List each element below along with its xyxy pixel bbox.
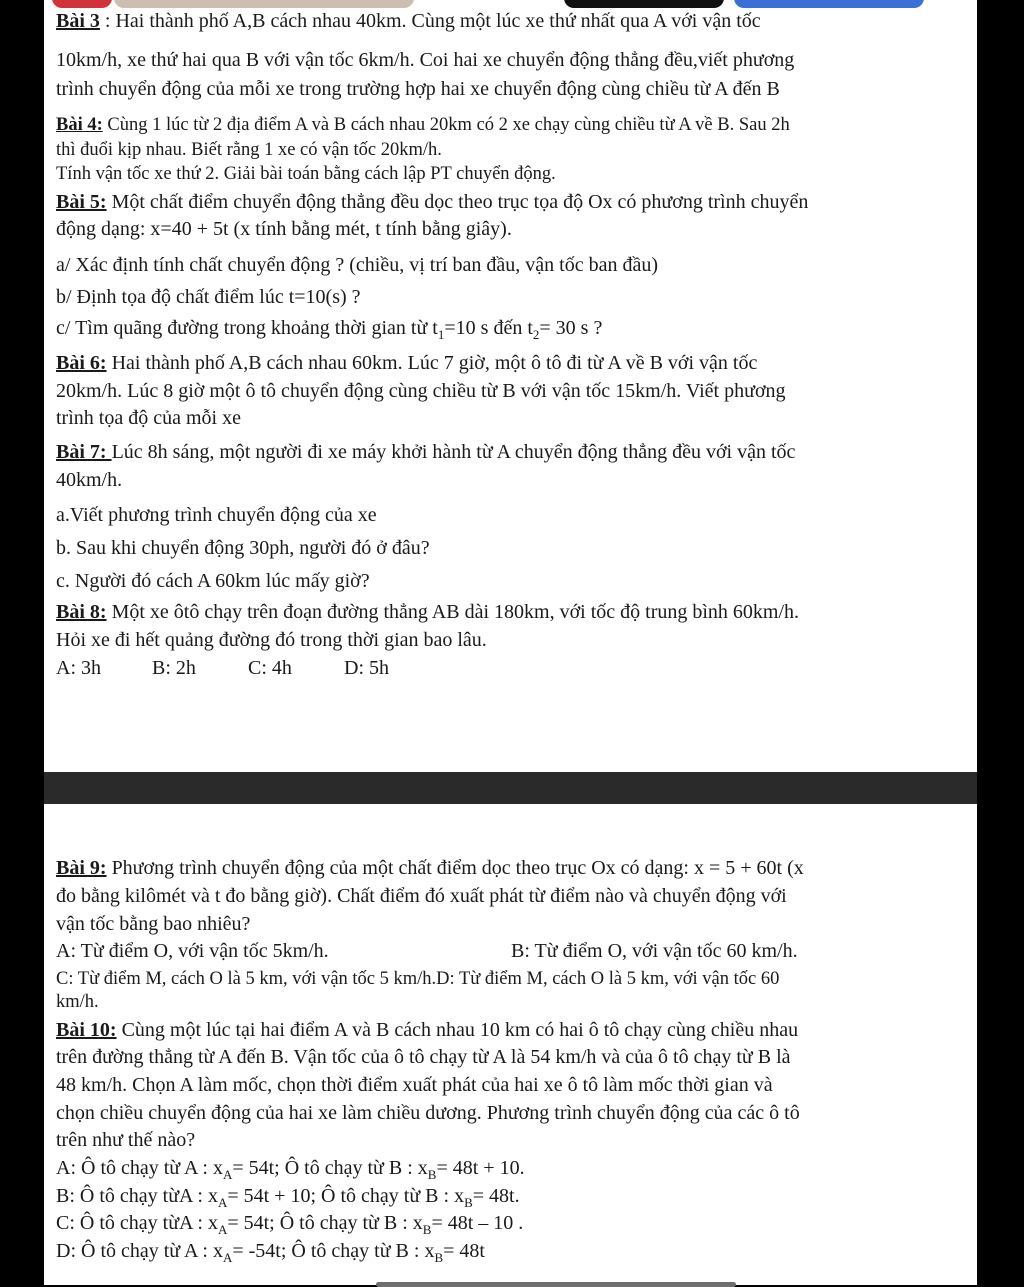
document-page-2: [44, 804, 977, 1285]
bai6-line-3: trình tọa độ của mỗi xe: [56, 407, 241, 429]
bai5-c-mid: =10 s đến t: [444, 317, 533, 339]
bai9-options-cd: C: Từ điểm M, cách O là 5 km, với vận tốc 5 km/h.D: Từ điểm M, cách O là 5 km, với vận tốc 60: [56, 969, 780, 989]
bai8-option-b: B: 2h: [152, 657, 196, 679]
bai9-text: Phương trình chuyển động của một chất điểm dọc theo trục Ox có dạng: x = 5 + 60t (x: [106, 857, 804, 879]
opt-a-text-2: = 54t; Ô tô chạy từ B : x: [232, 1157, 428, 1179]
bai9-label: Bài 9:: [56, 857, 107, 879]
bai10-line-2: trên đường thẳng từ A đến B. Vận tốc của ô tô chạy từ A là 54 km/h và của ô tô chạy từ B là: [56, 1046, 791, 1068]
opt-a-sub-1: A: [222, 1167, 233, 1182]
bai7-a: a.Viết phương trình chuyển động của xe: [56, 504, 377, 526]
bai5-text: Một chất điểm chuyển động thẳng đều dọc theo trục tọa độ Ox có phương trình chuyển: [106, 191, 809, 213]
bai10-line-3: 48 km/h. Chọn A làm mốc, chọn thời điểm xuất phát của hai xe ô tô làm mốc thời gian và: [56, 1074, 773, 1096]
bai10-line-4: chọn chiều chuyển động của hai xe làm chiều dương. Phương trình chuyển động của các ô tô: [56, 1102, 800, 1124]
bai3-line-1: [56, 9, 967, 33]
overlay-blue-blob: [734, 0, 924, 8]
bai4-line-1: [56, 113, 967, 137]
opt-b-text-2: = 54t + 10; Ô tô chạy từ B : x: [227, 1185, 465, 1207]
bai3-line-2: 10km/h, xe thứ hai qua B với vận tốc 6km/h. Coi hai xe chuyển động thẳng đều,viết phương: [56, 49, 795, 71]
bai6-line-2: 20km/h. Lúc 8 giờ một ô tô chuyển động cùng chiều từ B với vận tốc 15km/h. Viết phương: [56, 380, 786, 402]
bai5-c-sub2: 2: [532, 327, 540, 342]
bai10-line-1: [56, 1018, 967, 1042]
opt-d-sub-2: B: [434, 1250, 444, 1265]
opt-a-sub-2: B: [427, 1167, 437, 1182]
bai4-line-2: thì đuổi kịp nhau. Biết rằng 1 xe có vận tốc 20km/h.: [56, 140, 442, 160]
bai8-option-d: D: 5h: [344, 657, 389, 679]
bai8-line-2: Hỏi xe đi hết quảng đường đó trong thời gian bao lâu.: [56, 629, 487, 651]
header-fragment: [44, 0, 977, 8]
opt-c-text-1: C: Ô tô chạy từA : x: [56, 1212, 218, 1234]
opt-b-text-1: B: Ô tô chạy từA : x: [56, 1185, 218, 1207]
bai5-label: Bài 5:: [56, 191, 107, 213]
bai6-line-1: [56, 351, 967, 375]
bai9-line-2: đo bằng kilômét và t đo bằng giờ). Chất điểm đó xuất phát từ điểm nào và chuyển động với: [56, 885, 787, 907]
bai7-label: Bài 7:: [56, 441, 112, 463]
bai9-option-b: B: Từ điểm O, với vận tốc 60 km/h.: [511, 940, 798, 962]
bai4-text: Cùng 1 lúc từ 2 địa điểm A và B cách nhau 20km có 2 xe chạy cùng chiều từ A về B. Sau 2h: [102, 115, 790, 135]
bai8-option-c: C: 4h: [248, 657, 292, 679]
bai7-text: Lúc 8h sáng, một người đi xe máy khởi hành từ A chuyển động thẳng đều với vận tốc: [111, 441, 796, 463]
bai10-option-b: [56, 1184, 967, 1208]
opt-d-text-1: D: Ô tô chạy từ A : x: [56, 1240, 223, 1262]
bai5-c: [56, 316, 967, 340]
opt-d-sub-1: A: [222, 1250, 233, 1265]
opt-d-text-3: = 48t: [443, 1240, 485, 1262]
overlay-blob: [564, 0, 724, 8]
bai5-c-post: = 30 s ?: [539, 317, 603, 339]
bai6-label: Bài 6:: [56, 352, 107, 374]
bai5-b: b/ Định tọa độ chất điểm lúc t=10(s) ?: [56, 286, 361, 308]
bai5-c-sub1: 1: [437, 327, 445, 342]
page-divider: [44, 772, 977, 804]
opt-b-text-3: = 48t.: [472, 1185, 520, 1207]
bai3-label: Bài 3: [56, 10, 100, 32]
bai9-line-3: vận tốc bằng bao nhiêu?: [56, 913, 251, 935]
bai9-options-ab: [56, 939, 967, 963]
bai7-b: b. Sau khi chuyển động 30ph, người đó ở đâu?: [56, 537, 430, 559]
opt-c-sub-1: A: [217, 1222, 228, 1237]
bai10-line-5: trên như thế nào?: [56, 1129, 196, 1151]
opt-c-sub-2: B: [422, 1222, 432, 1237]
bai9-line-1: [56, 856, 967, 880]
bai5-line-2: động dạng: x=40 + 5t (x tính bằng mét, t tính bằng giây).: [56, 218, 512, 240]
bai10-label: Bài 10:: [56, 1019, 117, 1041]
bai10-option-c: [56, 1211, 967, 1235]
opt-b-sub-2: B: [464, 1195, 473, 1210]
bai9-options-cd-cont: km/h.: [56, 992, 99, 1012]
bai7-line-2: 40km/h.: [56, 469, 123, 491]
opt-d-text-2: = -54t; Ô tô chạy từ B : x: [232, 1240, 435, 1262]
document-page-1: [44, 0, 977, 772]
bai4-line-3: Tính vận tốc xe thứ 2. Giải bài toán bằng cách lập PT chuyển động.: [56, 164, 556, 184]
bai5-c-pre: c/ Tìm quãng đường trong khoảng thời gian từ t: [56, 317, 438, 339]
bai8-text: Một xe ôtô chạy trên đoạn đường thẳng AB dài 180km, với tốc độ trung bình 60km/h.: [106, 601, 800, 623]
bai5-a: a/ Xác định tính chất chuyển động ? (chiều, vị trí ban đầu, vận tốc ban đầu): [56, 254, 659, 276]
bai3-text: : Hai thành phố A,B cách nhau 40km. Cùng một lúc xe thứ nhất qua A với vận tốc: [99, 10, 761, 32]
bai10-option-a: [56, 1156, 967, 1180]
bai7-c: c. Người đó cách A 60km lúc mấy giờ?: [56, 570, 370, 592]
bai9-option-a: A: Từ điểm O, với vận tốc 5km/h.: [56, 940, 329, 962]
opt-b-sub-1: A: [217, 1195, 228, 1210]
opt-c-text-3: = 48t – 10 .: [431, 1212, 524, 1234]
bai10-text: Cùng một lúc tại hai điểm A và B cách nhau 10 km có hai ô tô chạy cùng chiều nhau: [116, 1019, 799, 1041]
bai4-label: Bài 4:: [56, 115, 103, 135]
bai8-option-a: A: 3h: [56, 657, 101, 679]
bai8-line-1: [56, 600, 967, 624]
bai3-line-3: trình chuyển động của mỗi xe trong trường hợp hai xe chuyển động cùng chiều từ A đến B: [56, 78, 780, 100]
bai8-label: Bài 8:: [56, 601, 107, 623]
opt-a-text-3: = 48t + 10.: [436, 1157, 525, 1179]
bai7-line-1: [56, 440, 967, 464]
bai10-option-d: [56, 1239, 967, 1263]
bai5-line-1: [56, 190, 967, 214]
opt-c-text-2: = 54t; Ô tô chạy từ B : x: [227, 1212, 423, 1234]
bai8-options: [56, 656, 967, 680]
opt-a-text-1: A: Ô tô chạy từ A : x: [56, 1157, 223, 1179]
bai6-text: Hai thành phố A,B cách nhau 60km. Lúc 7 giờ, một ô tô đi từ A về B với vận tốc: [106, 352, 758, 374]
